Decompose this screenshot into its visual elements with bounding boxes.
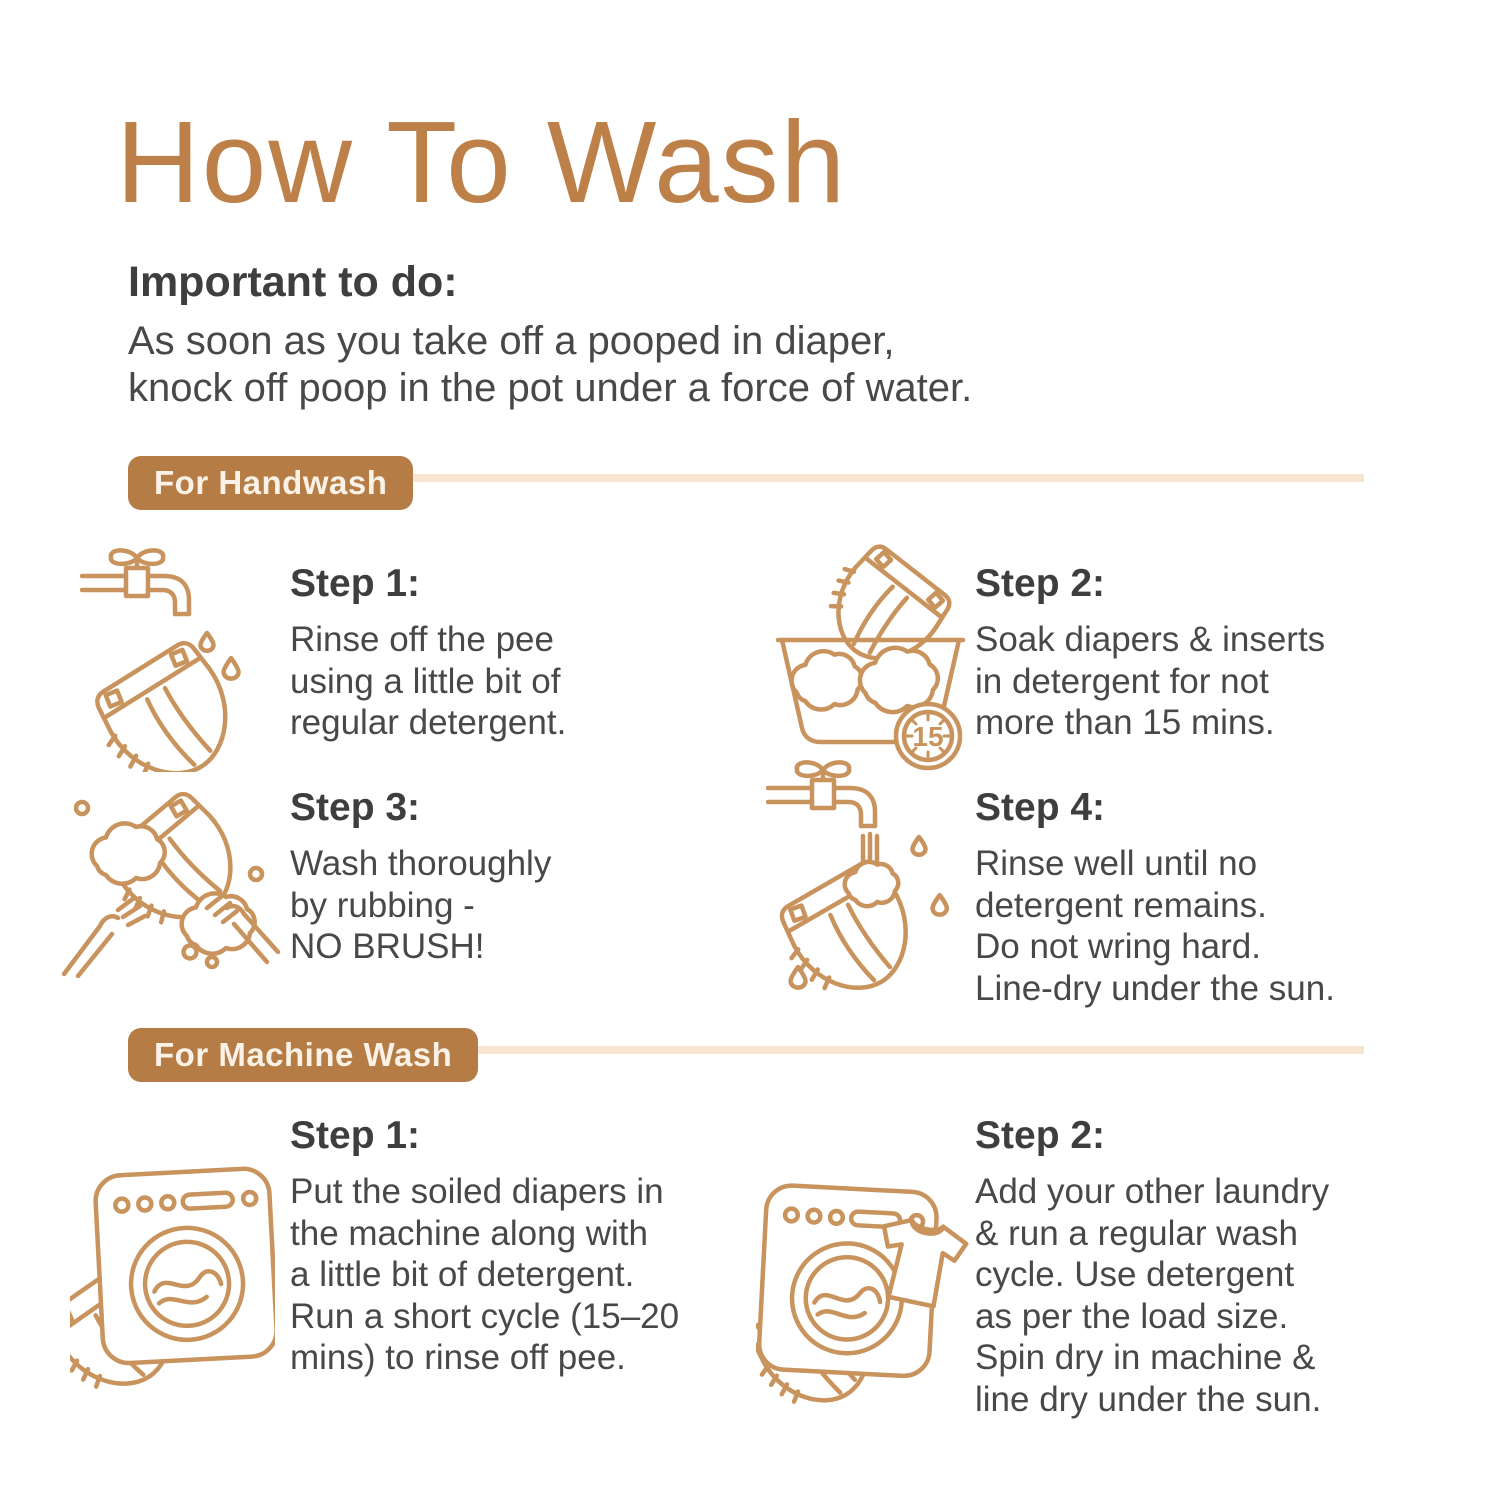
step-line: & run a regular wash: [975, 1213, 1298, 1253]
step-title: Step 1:: [290, 562, 421, 605]
page-title: How To Wash: [116, 97, 848, 227]
step-line: Rinse well until no: [975, 844, 1258, 883]
step-line: Soak diapers & inserts: [975, 620, 1326, 659]
step-line: Add your other laundry: [975, 1172, 1330, 1211]
step-title: Step 1:: [290, 1114, 421, 1157]
step-line: Wash thoroughly: [290, 844, 552, 883]
step-line: cycle. Use detergent: [975, 1255, 1295, 1294]
step-block: [975, 562, 1325, 744]
soak-clock-label: 15: [912, 721, 944, 752]
step-block: [290, 786, 551, 968]
important-line: As soon as you take off a pooped in diaper,: [128, 319, 895, 363]
important-line: knock off poop in the pot under a force of water.: [128, 366, 973, 410]
step-title: Step 2:: [975, 562, 1106, 605]
step-line: Rinse off the pee: [290, 620, 554, 659]
step-title: Step 2:: [975, 1114, 1106, 1157]
step-line: Spin dry in machine &: [975, 1338, 1316, 1377]
soak-basin-icon: [768, 540, 973, 778]
step-line: as per the load size.: [975, 1296, 1289, 1336]
step-line: Run a short cycle (15–20: [290, 1296, 680, 1336]
section-badge-machine-wash: For Machine Wash: [128, 1028, 478, 1082]
step-line: Put the soiled diapers in: [290, 1172, 664, 1211]
washing-machine-diaper-icon: [70, 1165, 275, 1400]
step-line: in detergent for not: [975, 661, 1269, 701]
step-line: a little bit of detergent.: [290, 1255, 635, 1294]
step-line: more than 15 mins.: [975, 703, 1275, 742]
step-title: Step 4:: [975, 786, 1106, 829]
step-line: using a little bit of: [290, 661, 561, 701]
step-line: the machine along with: [290, 1213, 648, 1253]
tap-rinse-diaper-icon: [80, 540, 258, 772]
step-line: NO BRUSH!: [290, 927, 485, 966]
step-line: Do not wring hard.: [975, 927, 1261, 966]
step-block: [290, 562, 566, 744]
step-line: detergent remains.: [975, 885, 1267, 925]
step-line: mins) to rinse off pee.: [290, 1338, 626, 1377]
section-badge-handwash: For Handwash: [128, 456, 413, 510]
section-rule-handwash: [404, 474, 1364, 482]
step-block: [975, 1114, 1329, 1420]
important-heading: Important to do:: [128, 258, 458, 306]
step-title: Step 3:: [290, 786, 421, 829]
step-block: [975, 786, 1335, 1009]
important-body: [128, 318, 972, 412]
step-line: line dry under the sun.: [975, 1379, 1322, 1419]
hand-wash-rub-icon: [60, 782, 282, 978]
tap-final-rinse-icon: [766, 750, 962, 1006]
step-line: regular detergent.: [290, 703, 567, 742]
step-block: [290, 1114, 679, 1379]
section-rule-machine-wash: [472, 1046, 1364, 1054]
step-line: Line-dry under the sun.: [975, 968, 1335, 1008]
washing-machine-laundry-icon: [756, 1162, 981, 1417]
step-line: by rubbing -: [290, 885, 475, 925]
